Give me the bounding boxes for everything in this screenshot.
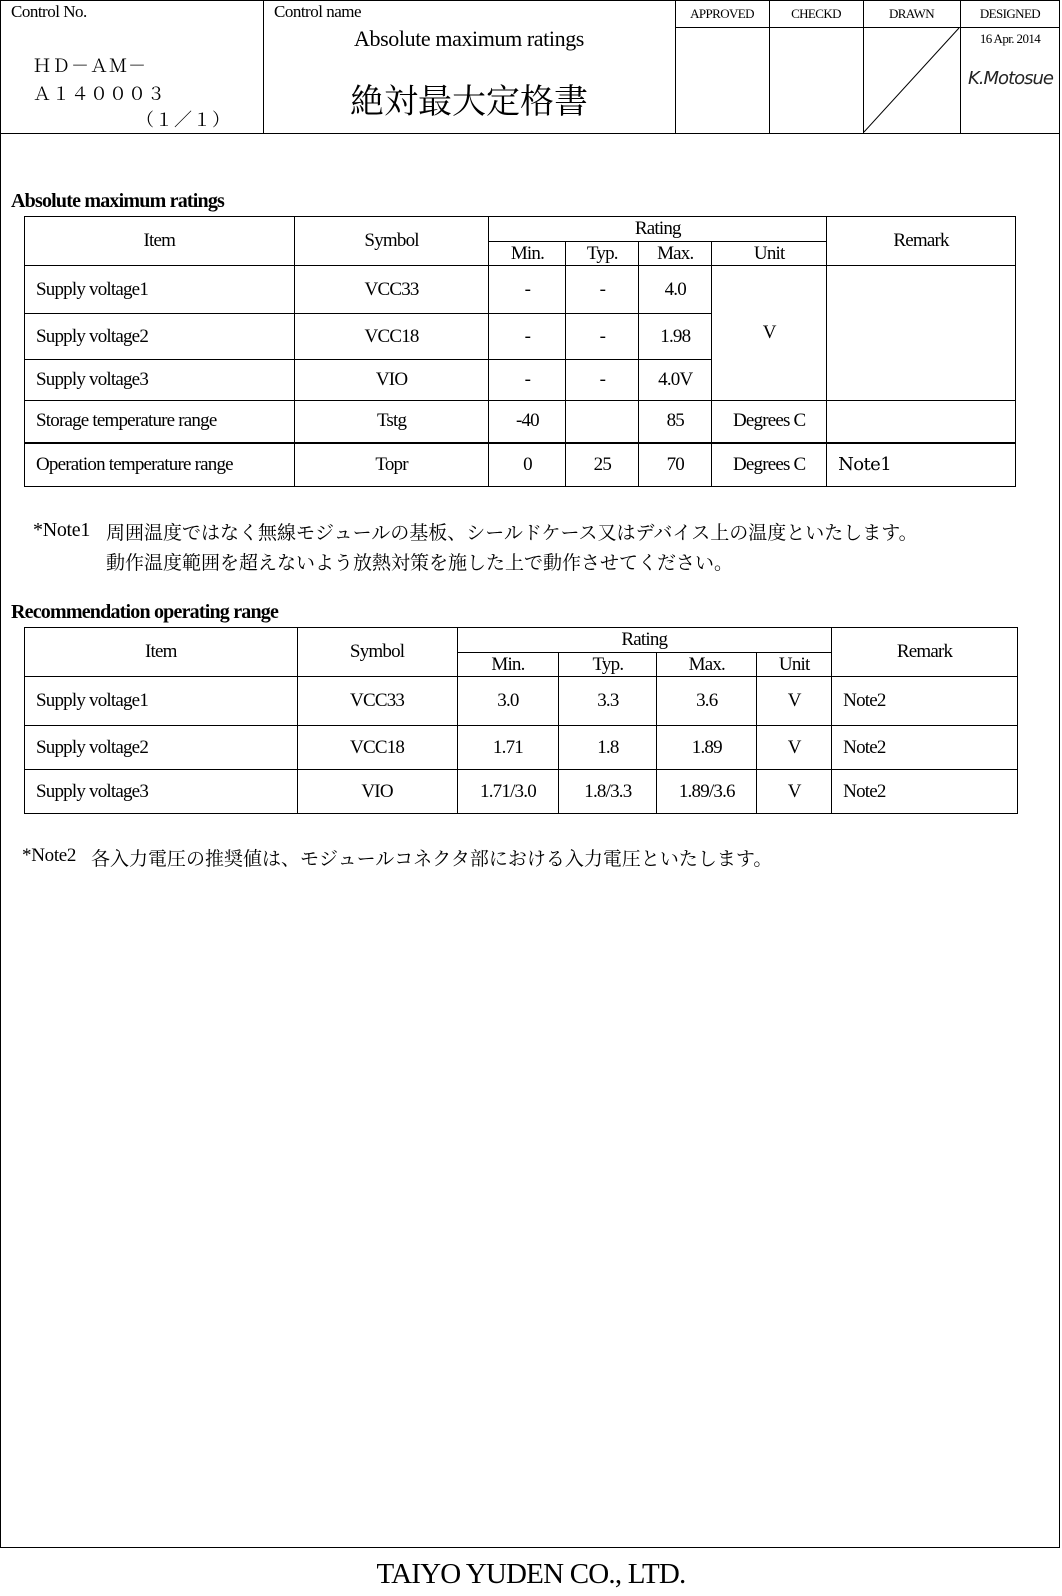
- company-footer: TAIYO YUDEN CO., LTD.: [376, 1558, 686, 1590]
- header-max: Max.: [639, 242, 712, 266]
- row-unit: V: [757, 677, 832, 726]
- row-min: -: [489, 314, 566, 360]
- header-symbol: Symbol: [294, 217, 489, 266]
- row-max: 3.6: [657, 677, 757, 726]
- table-row: [25, 726, 1018, 770]
- checked-label: CHECKD: [791, 6, 841, 21]
- control-name-label: Control name: [274, 2, 362, 21]
- row-item: Supply voltage1: [25, 266, 295, 314]
- row-typ: -: [566, 266, 639, 314]
- row-symbol: Topr: [294, 443, 489, 487]
- table-header-row: [25, 628, 1018, 653]
- table-row: [25, 443, 1016, 487]
- row-max: 85: [639, 401, 712, 443]
- table-row: [25, 677, 1018, 726]
- header-symbol: Symbol: [297, 628, 457, 677]
- table-row: [25, 401, 1016, 443]
- row-item: Supply voltage1: [25, 677, 298, 726]
- row-typ: -: [566, 360, 639, 401]
- header-remark: Remark: [827, 217, 1016, 266]
- row-min: 1.71/3.0: [457, 770, 559, 814]
- header-typ: Typ.: [566, 242, 639, 266]
- header-item: Item: [25, 628, 298, 677]
- row-unit: V: [757, 770, 832, 814]
- row-typ: 1.8: [559, 726, 657, 770]
- row-min: 3.0: [457, 677, 559, 726]
- row-unit: Degrees C: [712, 443, 827, 487]
- header-divider: [0, 133, 1060, 134]
- row-typ: [566, 401, 639, 443]
- header-max: Max.: [657, 653, 757, 677]
- rec-range-table: [24, 627, 1018, 814]
- row-typ: 1.8/3.3: [559, 770, 657, 814]
- row-unit: Degrees C: [712, 401, 827, 443]
- table-row: [25, 770, 1018, 814]
- table-row: [25, 266, 1016, 314]
- row-item: Operation temperature range: [25, 443, 295, 487]
- control-no-page: （１／１）: [136, 110, 231, 131]
- header-min: Min.: [457, 653, 559, 677]
- row-typ: 25: [566, 443, 639, 487]
- control-no-line1: ＨＤ－ＡＭ－: [33, 56, 147, 77]
- row-item: Supply voltage2: [25, 314, 295, 360]
- document-title-en: Absolute maximum ratings: [354, 26, 584, 51]
- designed-label: DESIGNED: [979, 6, 1041, 21]
- row-remark: Note2: [832, 677, 1018, 726]
- row-min: -40: [489, 401, 566, 443]
- note2-label: *Note2: [22, 845, 77, 866]
- header-rating: Rating: [457, 628, 832, 653]
- row-typ: 3.3: [559, 677, 657, 726]
- row-symbol: VCC18: [294, 314, 489, 360]
- note1-label: *Note1: [33, 519, 91, 541]
- row-symbol: VCC33: [297, 677, 457, 726]
- row-max: 70: [639, 443, 712, 487]
- drawn-label: DRAWN: [888, 6, 935, 21]
- document-title-jp: 絶対最大定格書: [350, 82, 588, 122]
- row-remark: Note1: [827, 443, 1016, 487]
- row-max: 4.0: [639, 266, 712, 314]
- row-min: 1.71: [457, 726, 559, 770]
- row-max: 4.0V: [639, 360, 712, 401]
- row-symbol: VCC33: [294, 266, 489, 314]
- drawn-strike-line: [863, 27, 960, 133]
- header-remark: Remark: [832, 628, 1018, 677]
- row-item: Supply voltage3: [25, 360, 295, 401]
- row-min: -: [489, 360, 566, 401]
- header-typ: Typ.: [559, 653, 657, 677]
- control-no-line2: Ａ１４０００３: [33, 84, 166, 105]
- row-symbol: VCC18: [297, 726, 457, 770]
- row-unit: V: [757, 726, 832, 770]
- voltage-unit-cell: V: [712, 266, 827, 401]
- row-symbol: VIO: [297, 770, 457, 814]
- row-item: Supply voltage2: [25, 726, 298, 770]
- row-symbol: Tstg: [294, 401, 489, 443]
- control-no-label: Control No.: [11, 2, 87, 21]
- header-rating: Rating: [489, 217, 827, 242]
- row-max: 1.89: [657, 726, 757, 770]
- row-symbol: VIO: [294, 360, 489, 401]
- table-header-row: [25, 217, 1016, 242]
- note1-text-line2: 動作温度範囲を超えないよう放熱対策を施した上で動作させてください。: [106, 552, 734, 574]
- row-max: 1.98: [639, 314, 712, 360]
- row-remark: Note2: [832, 726, 1018, 770]
- note1-text-line1: 周囲温度ではなく無線モジュールの基板、シールドケース又はデバイス上の温度といたします。: [106, 522, 918, 544]
- designed-date: 16 Apr. 2014: [979, 31, 1041, 46]
- row-item: Storage temperature range: [25, 401, 295, 443]
- row-min: 0: [489, 443, 566, 487]
- header-unit: Unit: [757, 653, 832, 677]
- row-min: -: [489, 266, 566, 314]
- designer-signature: K.Motosue: [968, 68, 1053, 89]
- header-unit: Unit: [712, 242, 827, 266]
- row-remark: [827, 401, 1016, 443]
- note2-text: 各入力電圧の推奨値は、モジュールコネクタ部における入力電圧といたします。: [91, 848, 773, 870]
- abs-max-table: [24, 216, 1016, 487]
- header-min: Min.: [489, 242, 566, 266]
- header-item: Item: [25, 217, 295, 266]
- row-max: 1.89/3.6: [657, 770, 757, 814]
- abs-max-section-title: Absolute maximum ratings: [11, 190, 225, 212]
- rec-range-section-title: Recommendation operating range: [11, 601, 279, 623]
- voltage-remark-cell: [827, 266, 1016, 401]
- row-typ: -: [566, 314, 639, 360]
- row-item: Supply voltage3: [25, 770, 298, 814]
- row-remark: Note2: [832, 770, 1018, 814]
- approved-label: APPROVED: [690, 6, 754, 21]
